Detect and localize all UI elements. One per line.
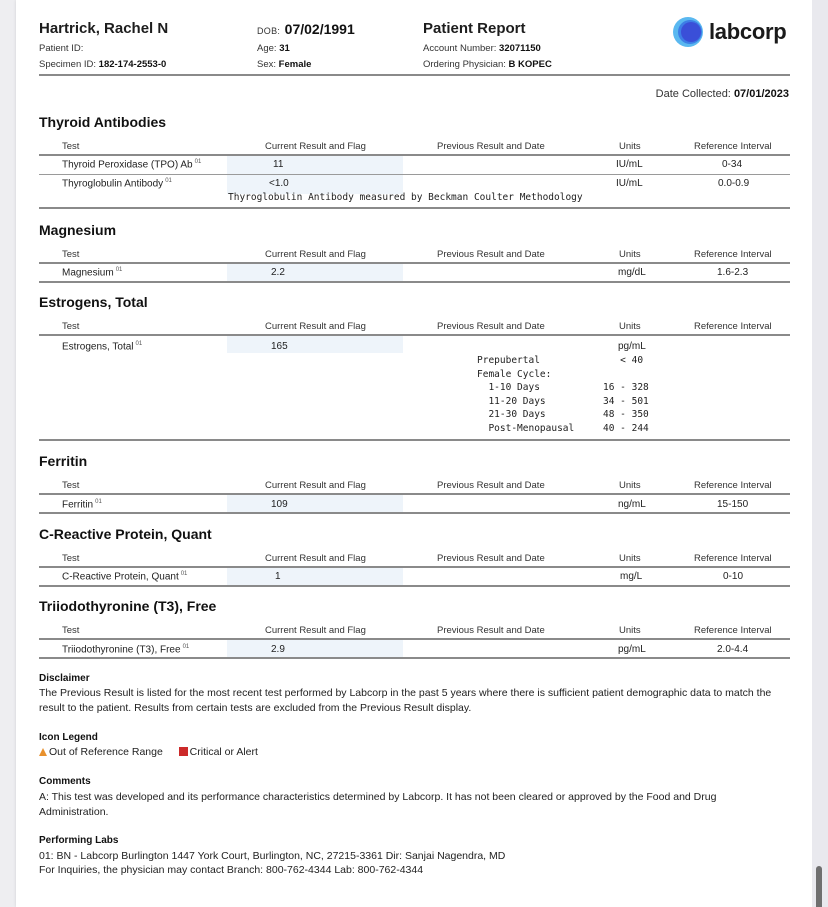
row-rule — [39, 174, 790, 175]
comments-title: Comments — [39, 776, 91, 787]
section-rule — [39, 512, 790, 514]
col-units: Units — [619, 553, 641, 564]
table-row-units: IU/mL — [616, 178, 643, 189]
patient-id: Patient ID: — [39, 43, 84, 54]
table-row-current: 11 — [273, 159, 284, 170]
col-test: Test — [62, 553, 80, 564]
account-number: Account Number: 32071150 — [423, 43, 541, 54]
report-page — [16, 0, 812, 907]
sex: Sex: Female — [257, 59, 312, 70]
col-test: Test — [62, 249, 80, 260]
col-previous: Previous Result and Date — [437, 321, 545, 332]
table-header-rule — [39, 493, 790, 495]
labcorp-logo — [673, 17, 786, 47]
report-title: Patient Report — [423, 20, 526, 37]
table-row-units: pg/mL — [618, 341, 646, 352]
table-row-reference: 2.0-4.4 — [717, 644, 749, 655]
current-result-shade — [227, 495, 403, 512]
specimen-id: Specimen ID: 182-174-2553-0 — [39, 59, 167, 70]
col-reference: Reference Interval — [694, 141, 772, 152]
logo-circle-icon — [673, 17, 703, 47]
icon-legend: Out of Reference Range Critical or Alert — [39, 746, 258, 758]
warning-triangle-icon — [39, 748, 47, 756]
table-header-rule — [39, 566, 790, 568]
col-units: Units — [619, 321, 641, 332]
current-result-shade — [227, 264, 403, 281]
table-row-test: Triiodothyronine (T3), Free $^{01}$ — [62, 644, 190, 656]
table-row-reference: 0.0-0.9 — [718, 178, 750, 189]
col-test: Test — [62, 625, 80, 636]
table-row-test: Magnesium $^{01}$ — [62, 267, 123, 279]
comments-text: A: This test was developed and its performance characteristics determined by Labcorp. It has not been cleared or approved by the Food and Drug Administration. — [39, 791, 717, 818]
section-rule — [39, 207, 790, 209]
table-row-reference: 0-34 — [722, 159, 743, 170]
section-title-estrogens: Estrogens, Total — [39, 294, 148, 310]
table-row-test: Thyroid Peroxidase (TPO) Ab $^{01}$ — [62, 159, 202, 171]
section-rule — [39, 585, 790, 587]
section-title-t3-free: Triiodothyronine (T3), Free — [39, 598, 217, 614]
table-row-reference: 0-10 — [723, 571, 744, 582]
section-title-magnesium: Magnesium — [39, 222, 117, 238]
section-title-ferritin: Ferritin — [39, 453, 88, 469]
scrollbar-thumb[interactable] — [816, 866, 822, 907]
date-collected: Date Collected: 07/01/2023 — [655, 88, 789, 100]
icon-legend-title: Icon Legend — [39, 732, 98, 743]
col-reference: Reference Interval — [694, 553, 772, 564]
col-current: Current Result and Flag — [265, 249, 366, 260]
table-row-current: 109 — [271, 499, 288, 510]
section-rule — [39, 281, 790, 283]
table-row-units: mg/L — [620, 571, 643, 582]
col-current: Current Result and Flag — [265, 553, 366, 564]
estrogen-reference-ranges: Prepubertal < 40 Female Cycle: 1-10 Days 16 - 328 11-20 Days 34 - 501 21-30 Days 48 - 350 Post-Menopausal 40 - 244 — [477, 355, 649, 434]
performing-labs-line1: 01: BN - Labcorp Burlington 1447 York Court, Burlington, NC, 27215-3361 Dir: Sanjai Nagendra, MD — [39, 850, 506, 862]
dob: DOB: 07/02/1991 — [257, 21, 355, 37]
col-test: Test — [62, 480, 80, 491]
col-current: Current Result and Flag — [265, 321, 366, 332]
col-test: Test — [62, 321, 80, 332]
critical-square-icon — [179, 747, 188, 756]
table-row-units: mg/dL — [618, 267, 646, 278]
methodology-note: Thyroglobulin Antibody measured by Beckman Coulter Methodology — [228, 192, 583, 203]
disclaimer-title: Disclaimer — [39, 673, 90, 684]
table-row-current: 2.2 — [271, 267, 285, 278]
performing-labs-title: Performing Labs — [39, 835, 119, 846]
ordering-physician: Ordering Physician: B KOPEC — [423, 59, 552, 70]
col-previous: Previous Result and Date — [437, 249, 545, 260]
logo-text: labcorp — [709, 19, 787, 44]
col-previous: Previous Result and Date — [437, 625, 545, 636]
table-row-reference: 15-150 — [717, 499, 749, 510]
col-units: Units — [619, 625, 641, 636]
current-result-shade — [227, 156, 403, 194]
col-reference: Reference Interval — [694, 249, 772, 260]
current-result-shade — [227, 336, 403, 353]
table-header-rule — [39, 334, 790, 336]
col-reference: Reference Interval — [694, 321, 772, 332]
header-divider — [39, 74, 790, 76]
col-units: Units — [619, 480, 641, 491]
table-row-test: C-Reactive Protein, Quant $^{01}$ — [62, 571, 188, 583]
col-current: Current Result and Flag — [265, 625, 366, 636]
table-header-rule — [39, 638, 790, 640]
table-row-current: <1.0 — [269, 178, 289, 189]
scrollbar-track[interactable] — [812, 0, 828, 907]
current-result-shade — [227, 640, 403, 657]
col-reference: Reference Interval — [694, 480, 772, 491]
col-test: Test — [62, 141, 80, 152]
table-row-units: pg/mL — [618, 644, 646, 655]
table-row-test: Estrogens, Total $^{01}$ — [62, 341, 143, 353]
table-header-rule — [39, 154, 790, 156]
current-result-shade — [227, 568, 403, 585]
age: Age: 31 — [257, 43, 290, 54]
table-row-test: Thyroglobulin Antibody $^{01}$ — [62, 178, 172, 190]
table-row-reference: 1.6-2.3 — [717, 267, 749, 278]
col-previous: Previous Result and Date — [437, 553, 545, 564]
col-previous: Previous Result and Date — [437, 141, 545, 152]
col-previous: Previous Result and Date — [437, 480, 545, 491]
section-title-thyroid-antibodies: Thyroid Antibodies — [39, 114, 167, 130]
table-row-current: 1 — [275, 571, 281, 582]
col-units: Units — [619, 249, 641, 260]
table-row-units: IU/mL — [616, 159, 643, 170]
col-reference: Reference Interval — [694, 625, 772, 636]
table-row-test: Ferritin $^{01}$ — [62, 499, 102, 511]
section-title-crp: C-Reactive Protein, Quant — [39, 526, 212, 542]
col-current: Current Result and Flag — [265, 141, 366, 152]
section-rule — [39, 439, 790, 441]
disclaimer-text: The Previous Result is listed for the most recent test performed by Labcorp in the past 5 years where there is sufficient patient demographic data to match the result to the patient. Results from certain tests are excluded from the Previous Result display. — [39, 687, 772, 714]
performing-labs-line2: For Inquiries, the physician may contact Branch: 800-762-4344 Lab: 800-762-4344 — [39, 864, 424, 876]
table-header-rule — [39, 262, 790, 264]
col-units: Units — [619, 141, 641, 152]
col-current: Current Result and Flag — [265, 480, 366, 491]
patient-name: Hartrick, Rachel N — [39, 20, 169, 37]
section-rule — [39, 657, 790, 659]
table-row-current: 165 — [271, 341, 288, 352]
table-row-units: ng/mL — [618, 499, 646, 510]
table-row-current: 2.9 — [271, 644, 285, 655]
